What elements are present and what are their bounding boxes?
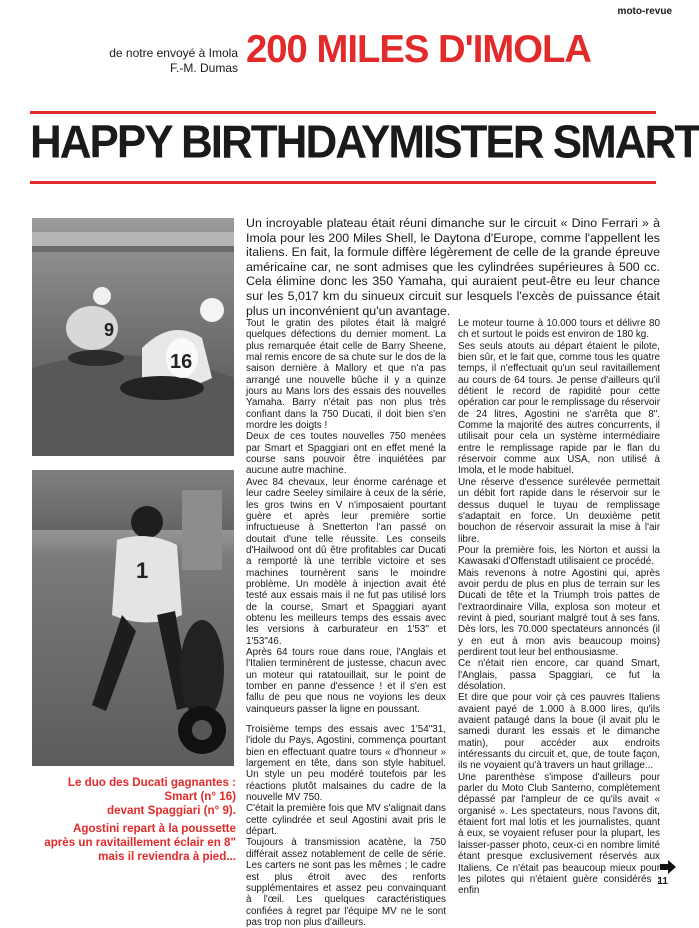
headline-rule-bottom (30, 181, 656, 184)
caption-2-line-3: mais il reviendra à pied... (98, 850, 236, 863)
headline-part-2: MISTER SMART (388, 116, 699, 169)
headline (30, 116, 699, 170)
right-paragraph-6: Ce n'était rien encore, car quand Smart, l'Anglais, passa Spaggiari, ce fut la désolation. (458, 658, 660, 692)
right-paragraph-7: Et dire que pour voir çà ces pauvres Italiens avaient payé de 1.000 à 8.000 lires, qu'ils avaient pataugé dans la boue (il avait plu le samedi durant les essais et le dimanche matin), pour accéder aux endroits intéressants du circuit et, que, de toute façon, ils ne voyaient qu'à travers un haut grillage... (458, 692, 660, 772)
caption-2-line-2: après un ravitaillement éclair en 8" (44, 836, 236, 849)
caption-1-line-1: Le duo des Ducati gagnantes : (67, 776, 236, 789)
right-paragraph-5: Mais revenons à notre Agostini qui, après avoir perdu de plus en plus de terrain sur les Ducati de tête et la Triumph trois pattes de l'extraordinaire Villa, explosa son moteur et revint à pied, souriant malgré tout à ses fans. Dès lors, les 70.000 spectateurs annoncés (il y en eut à mon avis beaucoup moins) perdirent tout leur bel enthousiasme. (458, 567, 660, 658)
left-paragraph-2: Deux de ces toutes nouvelles 750 menées par Smart et Spaggiari ont en effet mené la course sans pouvoir être inquiétées par aucune autre machine. (246, 431, 446, 477)
byline-line-2: F.-M. Dumas (169, 61, 238, 75)
rider-16-number: 16 (170, 351, 193, 373)
caption-ducati-duo (30, 776, 236, 818)
left-paragraph-5: Troisième temps des essais avec 1'54"31, l'idole du Pays, Agostini, commença pourtant bien en effectuant quatre tours « d'honneur » largement en tête, dans son style habituel. Un style un peu modéré toutefois par les réactions plutôt malsaines du cadre de la nouvelle MV 750. (246, 724, 446, 804)
photo-ducati-duo (32, 218, 234, 456)
right-paragraph-2: Ses seuls atouts au départ étaient le pilote, bien sûr, et le fait que, comme tous les quatre temps, il n'effectuait qu'un seul ravitaillement au cours de 64 tours. Je pense d'ailleurs qu'il détient le record de rapidité pour cette opération car pour le remplissage du réservoir de 24 litres, Agostini ne s'arrêta que 8". Comme la majorité des autres concurrents, il utilisait pour cela un système intermédiaire entre le remplissage rapide par le flan du réservoir comme aux USA, non utilisé à Imola, et le mode habituel. (458, 340, 660, 477)
photo-agostini-push-image (32, 470, 234, 766)
right-paragraph-3: Une réserve d'essence surélevée permettait un débit fort rapide dans le réservoir sur le dessus duquel le tuyau de remplissage s'adaptait en force. Un deuxième petit bouchon de réservoir assurait la mise à l'air libre. (458, 476, 660, 545)
article-column-left (246, 318, 446, 928)
race-title: 200 MILES D'IMOLA (246, 28, 591, 71)
caption-1-line-3: devant Spaggiari (n° 9). (107, 804, 236, 817)
right-paragraph-8: Une parenthèse s'impose d'ailleurs pour parler du Moto Club Santerno, complètement dépassé par l'ampleur de ce qu'ils avait « organisé ». Les spectateurs, nous l'avons dit, étaient fort mal lotis et les journalistes, quant à eux, se voyaient refuser pour la plupart, les laisser-passer photo, ceux-ci en nombre limité étant presque exclusivement réservés aux Italiens. Ce n'était pas beaucoup mieux pour les pilotes qui n'étaient guère considérés ; enfin (458, 771, 660, 897)
caption-1-line-2: Smart (n° 16) (164, 790, 236, 803)
left-paragraph-7: Toujours à transmission acatène, la 750 différait assez notablement de celle de série. Les carters ne sont pas les mêmes ; le cadre est plus étroit avec des renforts supplémentaires et assez peu convainquant à l'œil. Les quelques caractéristiques confiées à regret par l'équipe MV ne le sont pas trop non plus d'ailleurs. (246, 837, 446, 928)
page-number: 11 (657, 876, 668, 887)
caption-2-line-1: Agostini repart à la poussette (73, 822, 236, 835)
left-paragraph-1: Tout le gratin des pilotes était là malgré quelques défections du dernier moment. La plus remarquée était celle de Barry Sheene, mal remis encore de sa chute sur le dos de la saison dernière à Mallory et que n'a pas arrangé une nouvelle bûche il y a quinze jours au Mans lors des essais des nouvelles Yamaha. Barry n'était pas non plus très confiant dans la 750 Ducati, il doit bien s'en mordre les doigts ! (246, 318, 446, 432)
headline-part-1: HAPPY BIRTHDAY (30, 116, 389, 169)
left-paragraph-4: Après 64 tours roue dans roue, l'Anglais et l'Italien terminèrent de justesse, chacun avec un moteur qui ratatouillait, sur le point de tomber en panne d'essence ! et il s'en est fallu de peu que nous ne voyions les deux vainqueurs passer la ligne en poussant. (246, 646, 446, 715)
left-paragraph-6: C'était la première fois que MV s'alignait dans cette cylindrée et seul Agostini avait pris le départ. (246, 803, 446, 838)
right-paragraph-1: Le moteur tourne à 10.000 tours et délivre 80 ch et surtout le poids est environ de 180 kg. (458, 318, 660, 341)
byline (38, 46, 238, 76)
left-paragraph-3: Avec 84 chevaux, leur énorme carénage et leur cadre Seeley similaire à ceux de la série, les gros twins en V n'imposaient pourtant guère et après leur première sortie infructueuse à Snetterton l'an passé on doutait d'une telle réussite. Les conseils d'Hailwood ont dû être profitables car Ducati a remporté là une terrible victoire et ses machines tournèrent sans le moindre problème. Un modèle à injection avait été testé aux essais mais il ne fut pas utilisé lors de la course, Smart et Spaggiari ayant obtenu les meilleurs temps des essais avec les versions à carburateur en 1'53" et 1'53"46. (246, 476, 446, 647)
article-column-right (458, 318, 660, 897)
rider-9-number: 9 (104, 320, 115, 340)
intro-paragraph: Un incroyable plateau était réuni dimanche sur le circuit « Dino Ferrari » à Imola pour les 200 Miles Shell, le Daytona d'Europe, comme l'appellent les italiens. En fait, la formule diffère légèrement de celle de la grande épreuve américaine car, ne sont admises que les cylindrées supérieures à 500 cc. Cela élimine donc les 350 Yamaha, qui auraient peut-être eu leur chance sur les 5,017 km du sinueux circuit sur lesquels l'excès de puissance était plus un inconvénient qu'un avantage. (246, 216, 660, 318)
magazine-name: moto-revue (617, 6, 672, 17)
caption-agostini (30, 822, 236, 864)
headline-rule-top (30, 111, 656, 114)
continue-arrow-icon (660, 860, 676, 874)
rider-1-number: 1 (136, 558, 149, 583)
right-paragraph-4: Pour la première fois, les Norton et aussi la Kawasaki d'Offenstadt utilisaient ce procédé. (458, 544, 660, 568)
byline-line-1: de notre envoyé à Imola (109, 46, 238, 60)
photo-ducati-duo-image (32, 218, 234, 456)
photo-agostini-push (32, 470, 234, 766)
